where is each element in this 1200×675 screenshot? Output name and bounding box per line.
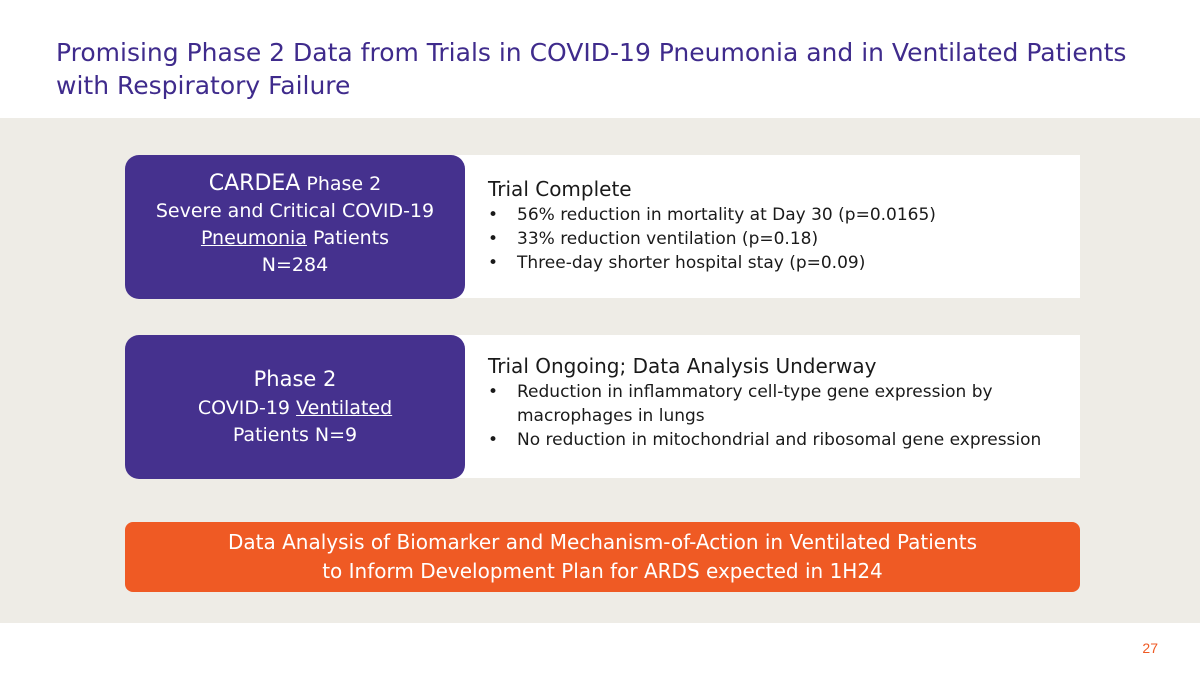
callout-line-1: Data Analysis of Biomarker and Mechanism-of-Action in Ventilated Patients bbox=[227, 530, 978, 554]
trial-2-bullet-list bbox=[488, 380, 1068, 452]
trial-1-results bbox=[488, 176, 1068, 275]
list-item: • Reduction in inflammatory cell-type gene expression by macrophages in lungs bbox=[488, 382, 993, 426]
bullet-icon: • bbox=[488, 253, 499, 273]
trial-1-sample-size: N=284 bbox=[261, 253, 329, 276]
trial-2-sample-size: Patients N=9 bbox=[232, 423, 358, 446]
trial-2-population: COVID-19 Ventilated bbox=[197, 396, 393, 419]
bullet-icon: • bbox=[488, 430, 499, 450]
list-item: • Three-day shorter hospital stay (p=0.09) bbox=[488, 253, 866, 273]
trial-2-results bbox=[488, 353, 1068, 452]
callout-line-2: to Inform Development Plan for ARDS expected in 1H24 bbox=[322, 559, 883, 583]
trial-2-phase: Phase 2 bbox=[253, 366, 337, 391]
trial-1-bullet-list bbox=[488, 203, 1068, 275]
next-steps-callout bbox=[125, 522, 1080, 592]
list-item: • 33% reduction ventilation (p=0.18) bbox=[488, 229, 819, 249]
trial-1-name: CARDEA Phase 2 bbox=[208, 170, 382, 196]
trial-2-status: Trial Ongoing; Data Analysis Underway bbox=[488, 354, 877, 378]
trial-1-population-type: Pneumonia Patients bbox=[200, 226, 390, 249]
trial-1-status: Trial Complete bbox=[488, 177, 632, 201]
cardea-trial-box bbox=[125, 155, 465, 299]
list-item: • No reduction in mitochondrial and ribosomal gene expression bbox=[488, 430, 1042, 450]
bullet-icon: • bbox=[488, 382, 499, 402]
slide-title: Promising Phase 2 Data from Trials in COVID-19 Pneumonia and in Ventilated Patients with Respiratory Failure bbox=[56, 38, 1127, 100]
page-number: 27 bbox=[1142, 640, 1158, 656]
bullet-icon: • bbox=[488, 229, 499, 249]
trial-1-population: Severe and Critical COVID-19 bbox=[155, 199, 435, 222]
ventilated-trial-box bbox=[125, 335, 465, 479]
list-item: • 56% reduction in mortality at Day 30 (p=0.0165) bbox=[488, 205, 936, 225]
bullet-icon: • bbox=[488, 205, 499, 225]
